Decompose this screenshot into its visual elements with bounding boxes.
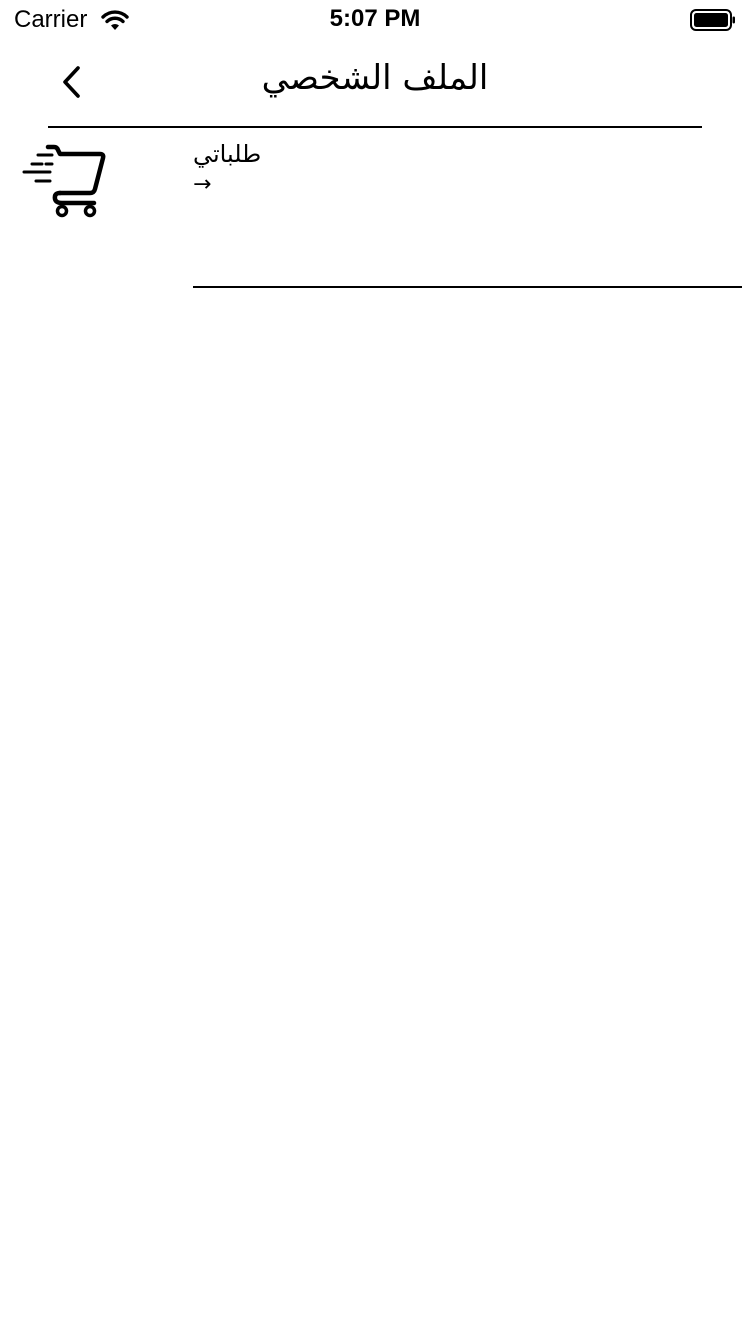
profile-menu-list xyxy=(0,128,750,448)
battery-icon xyxy=(690,8,736,36)
status-bar xyxy=(0,0,750,40)
page-title: الملف الشخصي xyxy=(261,58,489,98)
menu-item-label: طلباتي xyxy=(193,140,262,168)
nav-bar xyxy=(0,40,750,128)
menu-item-my-orders[interactable] xyxy=(0,128,750,288)
carrier-label: Carrier xyxy=(14,6,88,33)
status-time: 5:07 PM xyxy=(329,5,421,32)
arrow-right-icon: → xyxy=(193,172,212,197)
menu-item-edit-profile[interactable] xyxy=(0,288,750,448)
shopping-cart-fast-icon xyxy=(20,136,106,222)
